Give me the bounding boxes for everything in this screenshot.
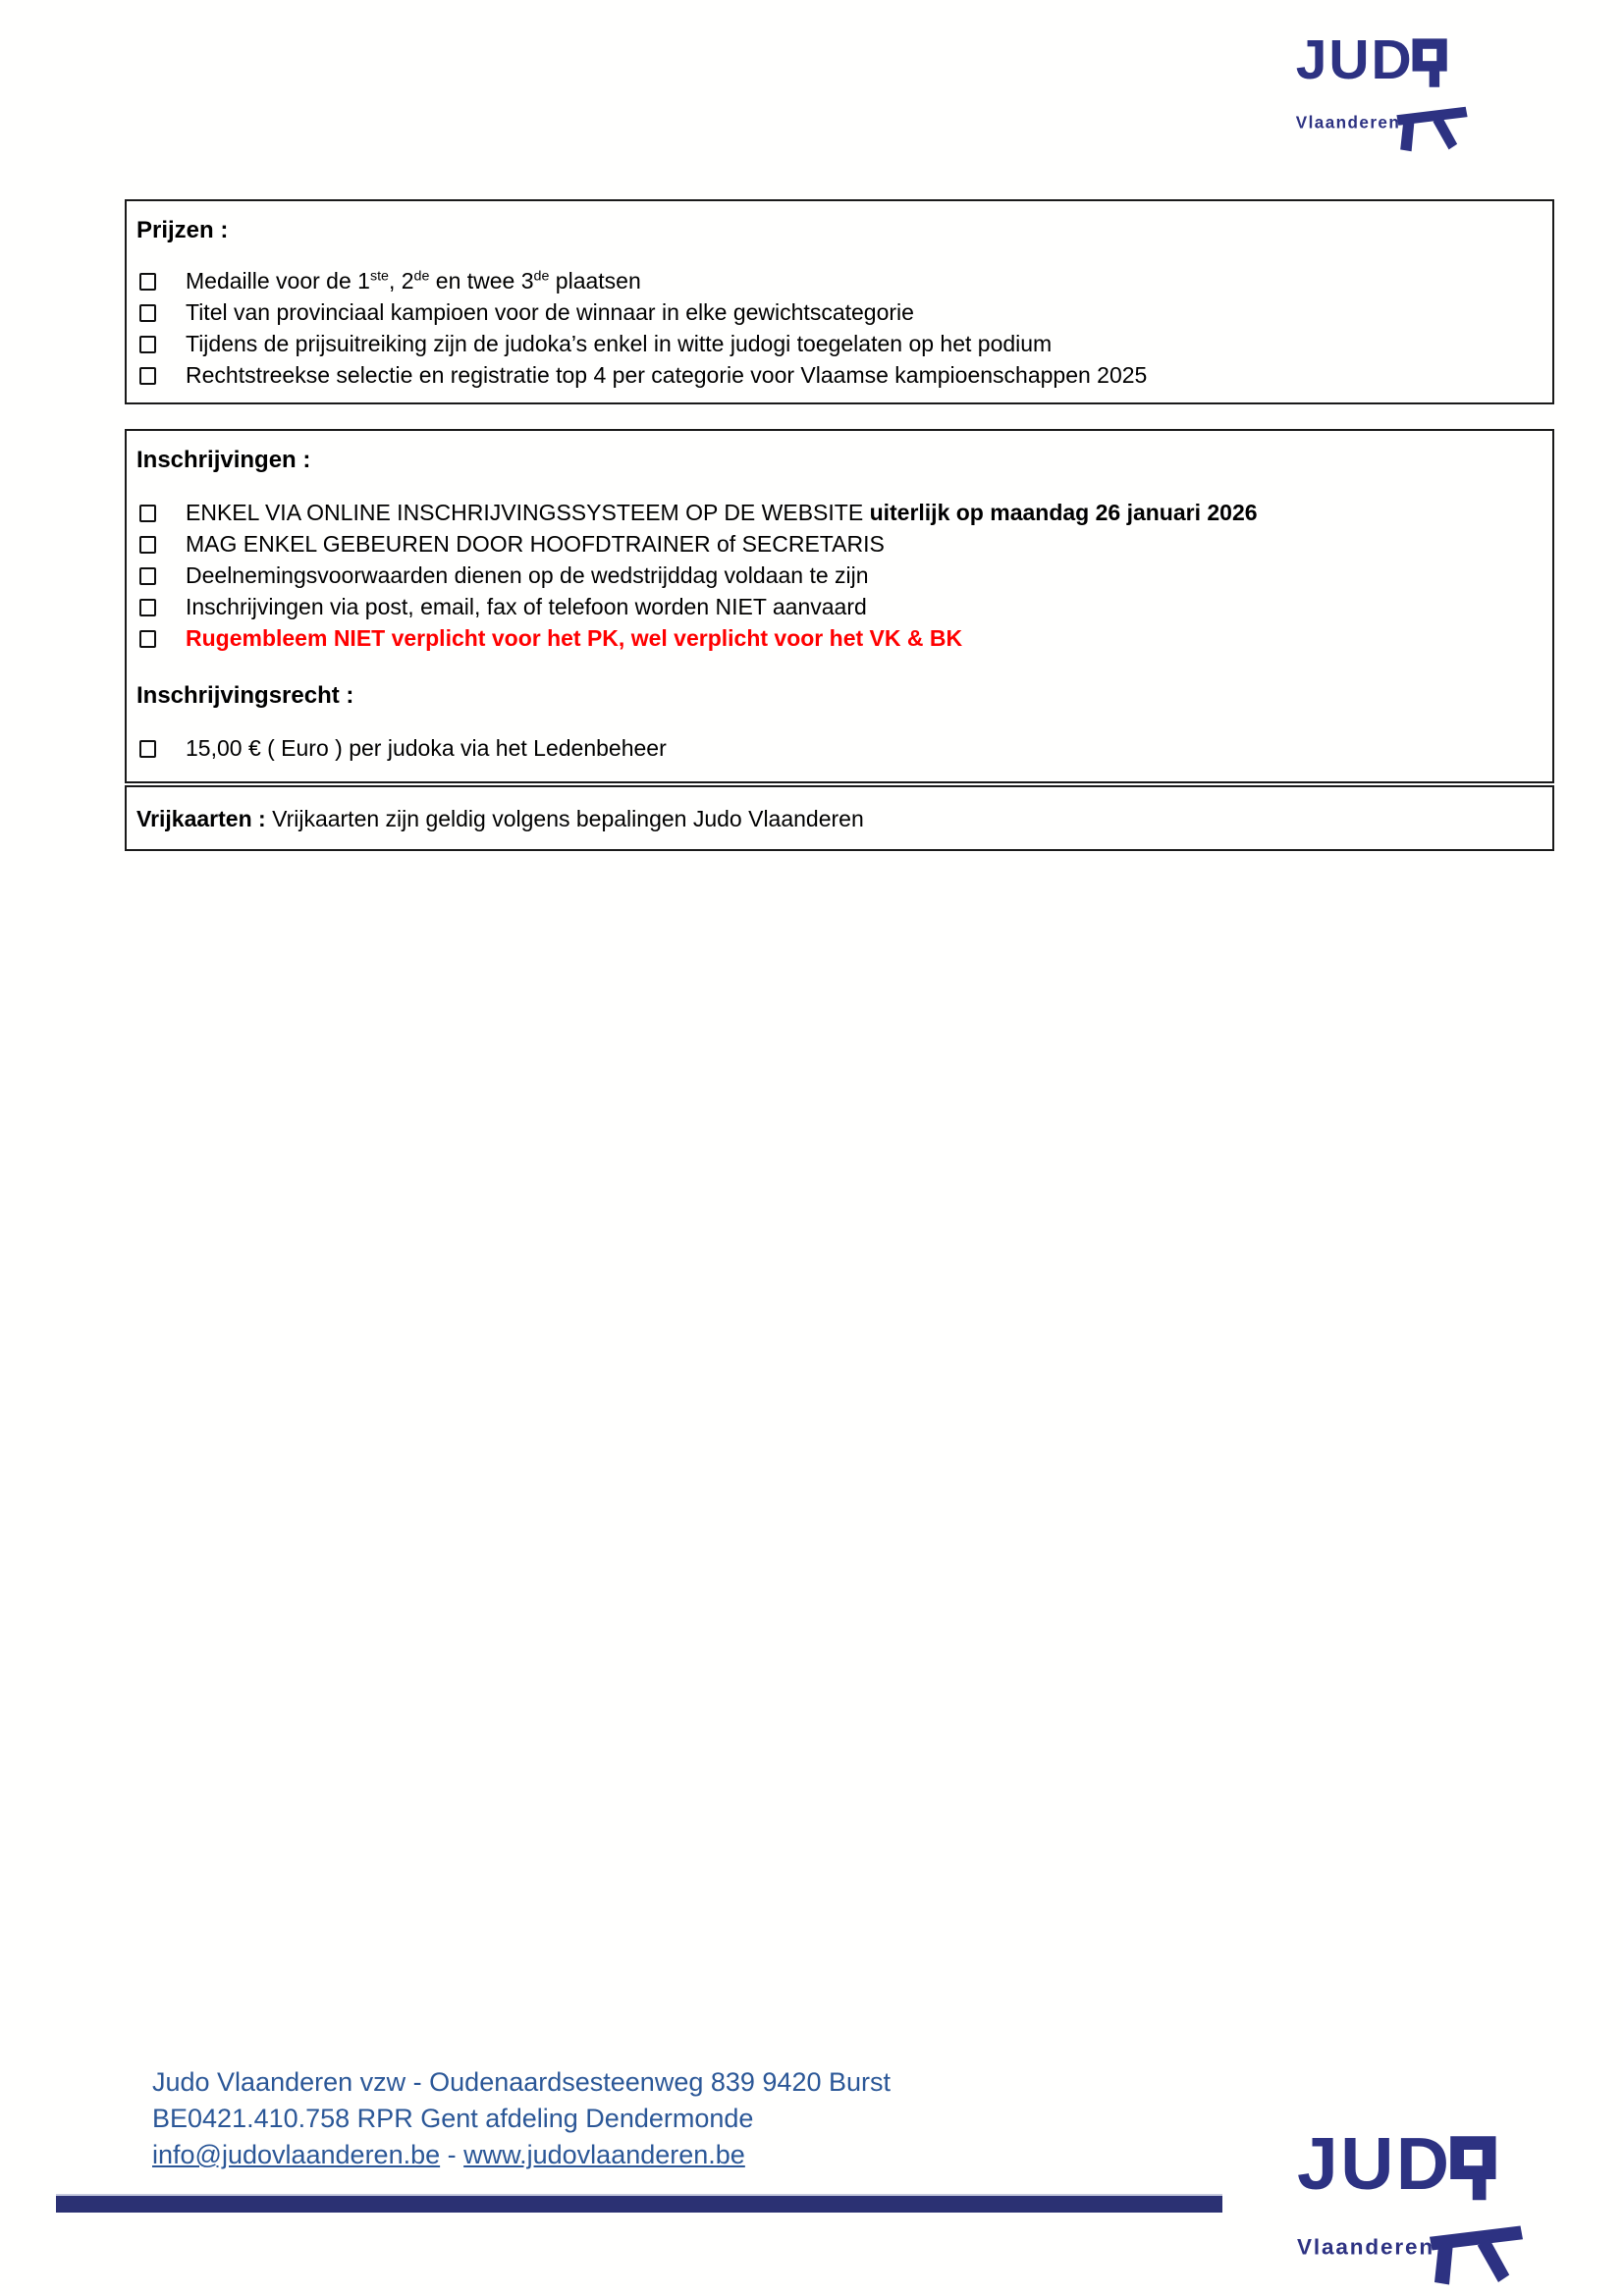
bullet-text: 15,00 € ( Euro ) per judoka via het Ledenbeheer: [186, 735, 667, 761]
footer-contact-block: [152, 2064, 891, 2173]
judo-vlaanderen-logo-top: [1292, 27, 1479, 157]
logo-belt-knot: [1473, 2175, 1487, 2200]
list-item: [127, 591, 1552, 622]
bullet-text: ENKEL VIA ONLINE INSCHRIJVINGSSYSTEEM OP DE WEBSITE uiterlijk op maandag 26 januari 2026: [186, 500, 1258, 525]
logo-subtitle: Vlaanderen: [1297, 2234, 1435, 2260]
logo-belt-left-leg: [1434, 2246, 1453, 2285]
bullet-text: Rugembleem NIET verplicht voor het PK, wel verplicht voor het VK & BK: [186, 625, 963, 651]
footer-links-separator: -: [440, 2140, 464, 2169]
bullet-text: Medaille voor de 1ste, 2de en twee 3de plaatsen: [186, 268, 641, 294]
bullet-text: Tijdens de prijsuitreiking zijn de judoka’s enkel in witte judogi toegelaten op het podium: [186, 331, 1053, 356]
footer-divider-bar: [56, 2194, 1222, 2213]
checkbox-bullet-icon: [139, 740, 156, 758]
logo-belt-knot: [1430, 69, 1439, 87]
list-item: [127, 265, 1552, 296]
logo-word: JUD: [1295, 28, 1414, 92]
prijzen-title: Prijzen :: [136, 217, 229, 243]
checkbox-bullet-icon: [139, 630, 156, 648]
list-item: [127, 497, 1552, 528]
bullet-text: Titel van provinciaal kampioen voor de winnaar in elke gewichtscategorie: [186, 299, 914, 325]
bullet-text: Inschrijvingen via post, email, fax of telefoon worden NIET aanvaard: [186, 594, 867, 619]
list-item: [127, 359, 1552, 391]
logo-square-o: [1418, 44, 1442, 67]
checkbox-bullet-icon: [139, 505, 156, 522]
inschrijvingen-list: [127, 497, 1552, 654]
checkbox-bullet-icon: [139, 536, 156, 554]
list-item: [127, 528, 1552, 560]
logo-belt-bar: [1396, 107, 1467, 126]
bullet-text: MAG ENKEL GEBEUREN DOOR HOOFDTRAINER of SECRETARIS: [186, 531, 885, 557]
checkbox-bullet-icon: [139, 304, 156, 322]
checkbox-bullet-icon: [139, 273, 156, 291]
logo-subtitle: Vlaanderen: [1295, 113, 1401, 133]
checkbox-bullet-icon: [139, 567, 156, 585]
checkbox-bullet-icon: [139, 336, 156, 353]
checkbox-bullet-icon: [139, 367, 156, 385]
list-item: [127, 328, 1552, 359]
judo-vlaanderen-logo-bottom: [1292, 2120, 1538, 2292]
vrijkaarten-text: Vrijkaarten : Vrijkaarten zijn geldig volgens bepalingen Judo Vlaanderen: [136, 806, 864, 831]
inschrijvingsrecht-title: Inschrijvingsrecht :: [136, 682, 354, 709]
list-item: [127, 732, 1552, 764]
footer-email-link[interactable]: info@judovlaanderen.be: [152, 2140, 441, 2169]
footer-registration-line: BE0421.410.758 RPR Gent afdeling Dendermonde: [152, 2104, 754, 2133]
document-content: [125, 199, 1554, 851]
inschrijvingen-title: Inschrijvingen :: [136, 447, 311, 473]
vrijkaarten-box: [125, 785, 1554, 851]
list-item: [127, 296, 1552, 328]
logo-belt-left-leg: [1400, 122, 1414, 151]
logo-belt-bar: [1430, 2226, 1523, 2251]
logo-belt-right-leg: [1478, 2239, 1510, 2282]
checkbox-bullet-icon: [139, 599, 156, 616]
prijzen-list: [127, 265, 1552, 391]
prijzen-box: [125, 199, 1554, 404]
inschrijvingsrecht-list: [127, 732, 1552, 764]
footer-address-line: Judo Vlaanderen vzw - Oudenaardsesteenweg 839 9420 Burst: [152, 2067, 891, 2097]
logo-word: JUD: [1297, 2122, 1452, 2205]
bullet-text: Deelnemingsvoorwaarden dienen op de wedstrijddag voldaan te zijn: [186, 562, 869, 588]
logo-belt-right-leg: [1433, 117, 1457, 149]
list-item: [127, 560, 1552, 591]
bullet-text: Rechtstreekse selectie en registratie top 4 per categorie voor Vlaamse kampioenschappen 2025: [186, 362, 1148, 388]
inschrijvingen-box: [125, 429, 1554, 783]
footer-links-line: [152, 2137, 891, 2173]
logo-square-o: [1457, 2143, 1489, 2172]
list-item: [127, 622, 1552, 654]
footer-website-link[interactable]: www.judovlaanderen.be: [463, 2140, 745, 2169]
